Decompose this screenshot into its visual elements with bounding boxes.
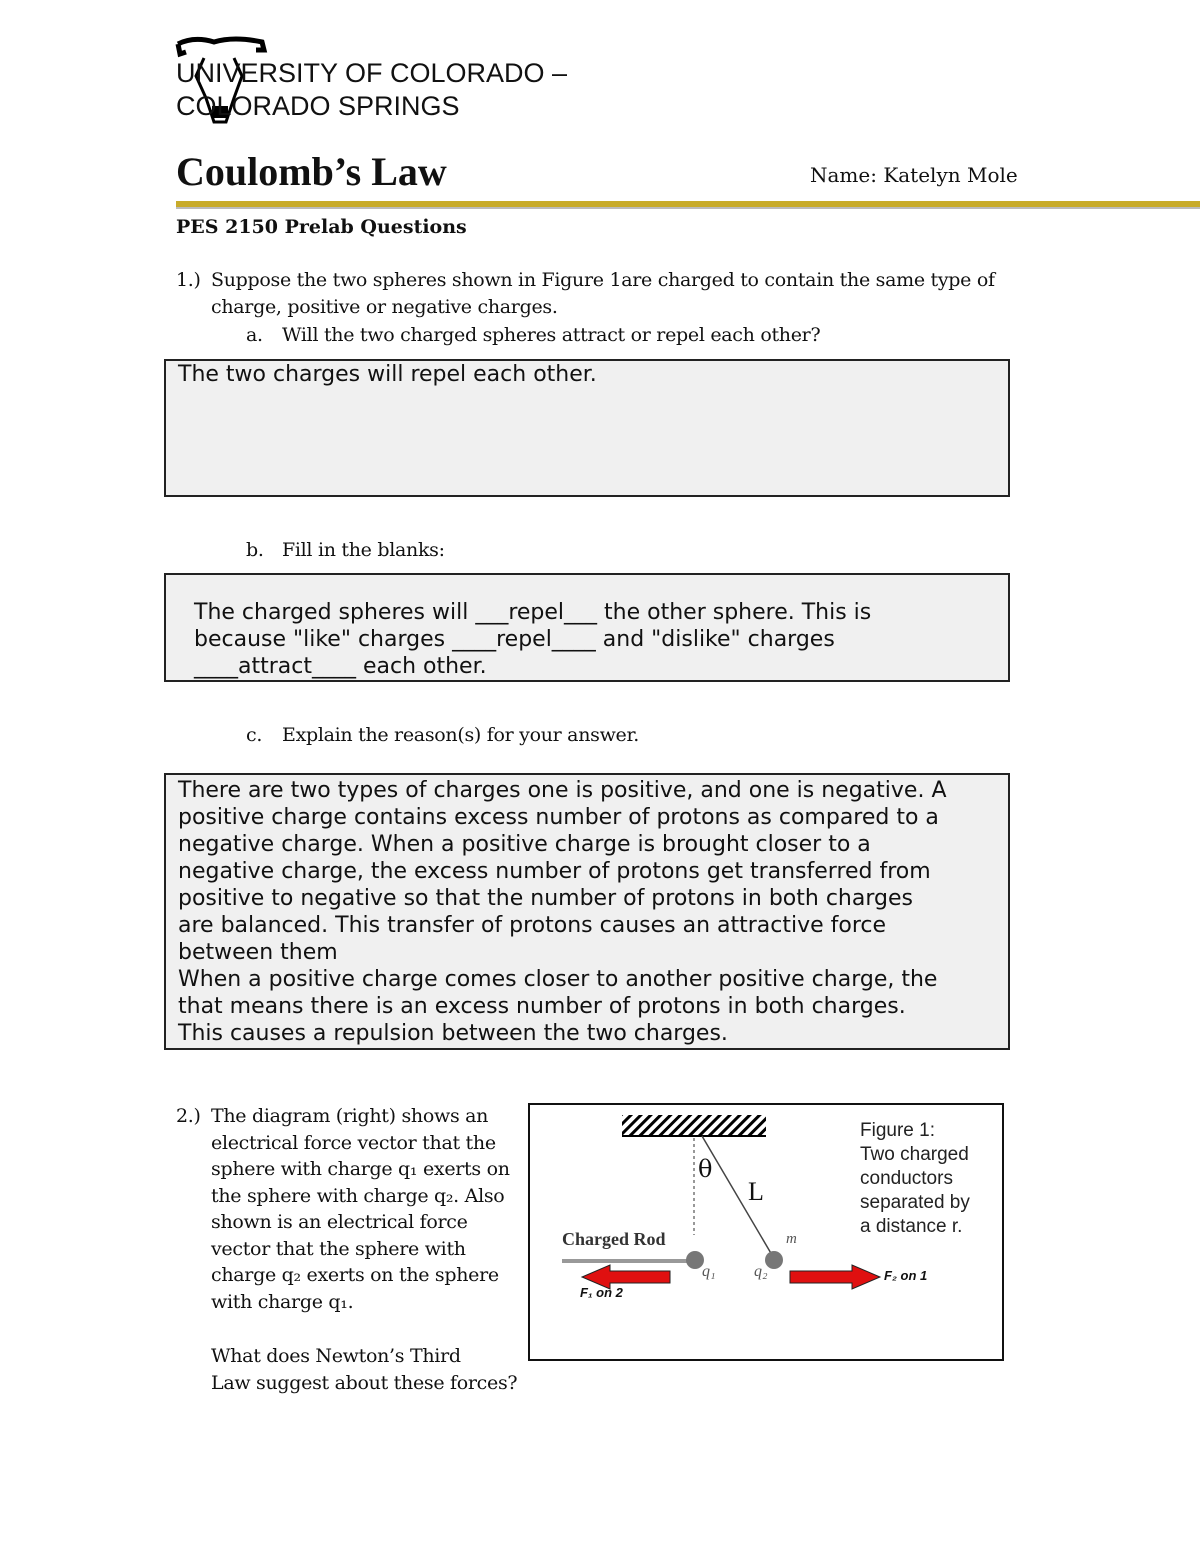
university-line-2: COLORADO SPRINGS (176, 91, 460, 121)
q2-text-line: shown is an electrical force (211, 1211, 468, 1233)
length-label: L (748, 1177, 764, 1206)
q1b-answer-line: because "like" charges ____repel____ and "dislike" charges (194, 627, 835, 652)
q1c-answer-line: This causes a repulsion between the two charges. (178, 1021, 728, 1046)
q1b-answer-box[interactable] (164, 573, 1010, 682)
caption-line: Figure 1: (860, 1120, 935, 1141)
q1c-answer-line: There are two types of charges one is positive, and one is negative. A (178, 778, 947, 803)
q2-number: 2.) (176, 1105, 201, 1127)
q1b-label: b. (246, 539, 264, 561)
q1c-answer-line: negative charge. When a positive charge is brought closer to a (178, 832, 871, 857)
force-1-on-2-label: F₁ on 2 (580, 1285, 623, 1300)
charged-rod-label: Charged Rod (562, 1229, 666, 1249)
q1c-answer-line: positive charge contains excess number of protons as compared to a (178, 805, 939, 830)
caption-line: conductors (860, 1168, 953, 1189)
mass-label: m (786, 1231, 797, 1247)
q1c-answer-line: are balanced. This transfer of protons causes an attractive force (178, 913, 887, 938)
force-arrow-2-on-1 (790, 1265, 880, 1289)
university-line-1: UNIVERSITY OF COLORADO – (176, 58, 568, 88)
q2-text-line: sphere with charge q₁ exerts on (211, 1158, 510, 1180)
q1c-answer-box[interactable] (164, 773, 1010, 1050)
title-divider (176, 201, 1200, 207)
q1-number: 1.) (176, 269, 201, 291)
caption-line: Two charged (860, 1144, 969, 1165)
q1a-label: a. (246, 324, 263, 346)
q1c-answer-line: between them (178, 940, 338, 965)
university-name (176, 57, 567, 123)
student-name: Name: Katelyn Mole (810, 163, 1018, 187)
q1b-answer-line: The charged spheres will ___repel___ the other sphere. This is (194, 600, 872, 625)
q1c-answer-line: that means there is an excess number of protons in both charges. (178, 994, 906, 1019)
subtitle: PES 2150 Prelab Questions (176, 216, 467, 238)
q2-question-line: Law suggest about these forces? (211, 1371, 518, 1394)
q2-text-line: with charge q₁. (211, 1290, 354, 1313)
q1c-answer-line: positive to negative so that the number of protons in both charges (178, 886, 913, 911)
q1c-answer-line: negative charge, the excess number of protons get transferred from (178, 859, 931, 884)
figure-caption (860, 1119, 970, 1239)
q1-text-line: Suppose the two spheres shown in Figure 1are charged to contain the same type of (211, 269, 995, 291)
ceiling-hatch (622, 1115, 766, 1135)
force-2-on-1-label: F₂ on 1 (884, 1268, 928, 1283)
q2-text (211, 1103, 517, 1396)
q2-text-line: vector that the sphere with (211, 1237, 466, 1260)
caption-line: a distance r. (860, 1216, 963, 1237)
q1c-answer-line: When a positive charge comes closer to another positive charge, the (178, 967, 938, 992)
q1b-text: Fill in the blanks: (282, 539, 445, 561)
q1c-text: Explain the reason(s) for your answer. (282, 724, 639, 746)
caption-line: separated by (860, 1192, 970, 1213)
figure-1 (528, 1103, 1004, 1361)
q2-question-line: What does Newton’s Third (211, 1345, 461, 1367)
q1-text (211, 267, 995, 321)
q2-text-line: charge q₂ exerts on the sphere (211, 1264, 499, 1286)
q2-text-line: electrical force vector that the (211, 1131, 496, 1154)
q2-text-line: The diagram (right) shows an (211, 1105, 489, 1127)
q1-text-line: charge, positive or negative charges. (211, 296, 558, 318)
q1c-label: c. (246, 724, 263, 746)
q1a-text: Will the two charged spheres attract or repel each other? (282, 324, 821, 346)
q2-text-line: the sphere with charge q₂. Also (211, 1184, 505, 1207)
theta-label: θ (698, 1155, 713, 1183)
q1a-answer-box[interactable] (164, 359, 1010, 497)
q2-label: q₂ (754, 1263, 768, 1280)
q1-label: q₁ (702, 1263, 716, 1280)
page-title: Coulomb’s Law (176, 149, 447, 194)
q1a-answer: The two charges will repel each other. (178, 362, 597, 387)
q1b-answer-line: ____attract____ each other. (194, 654, 487, 679)
